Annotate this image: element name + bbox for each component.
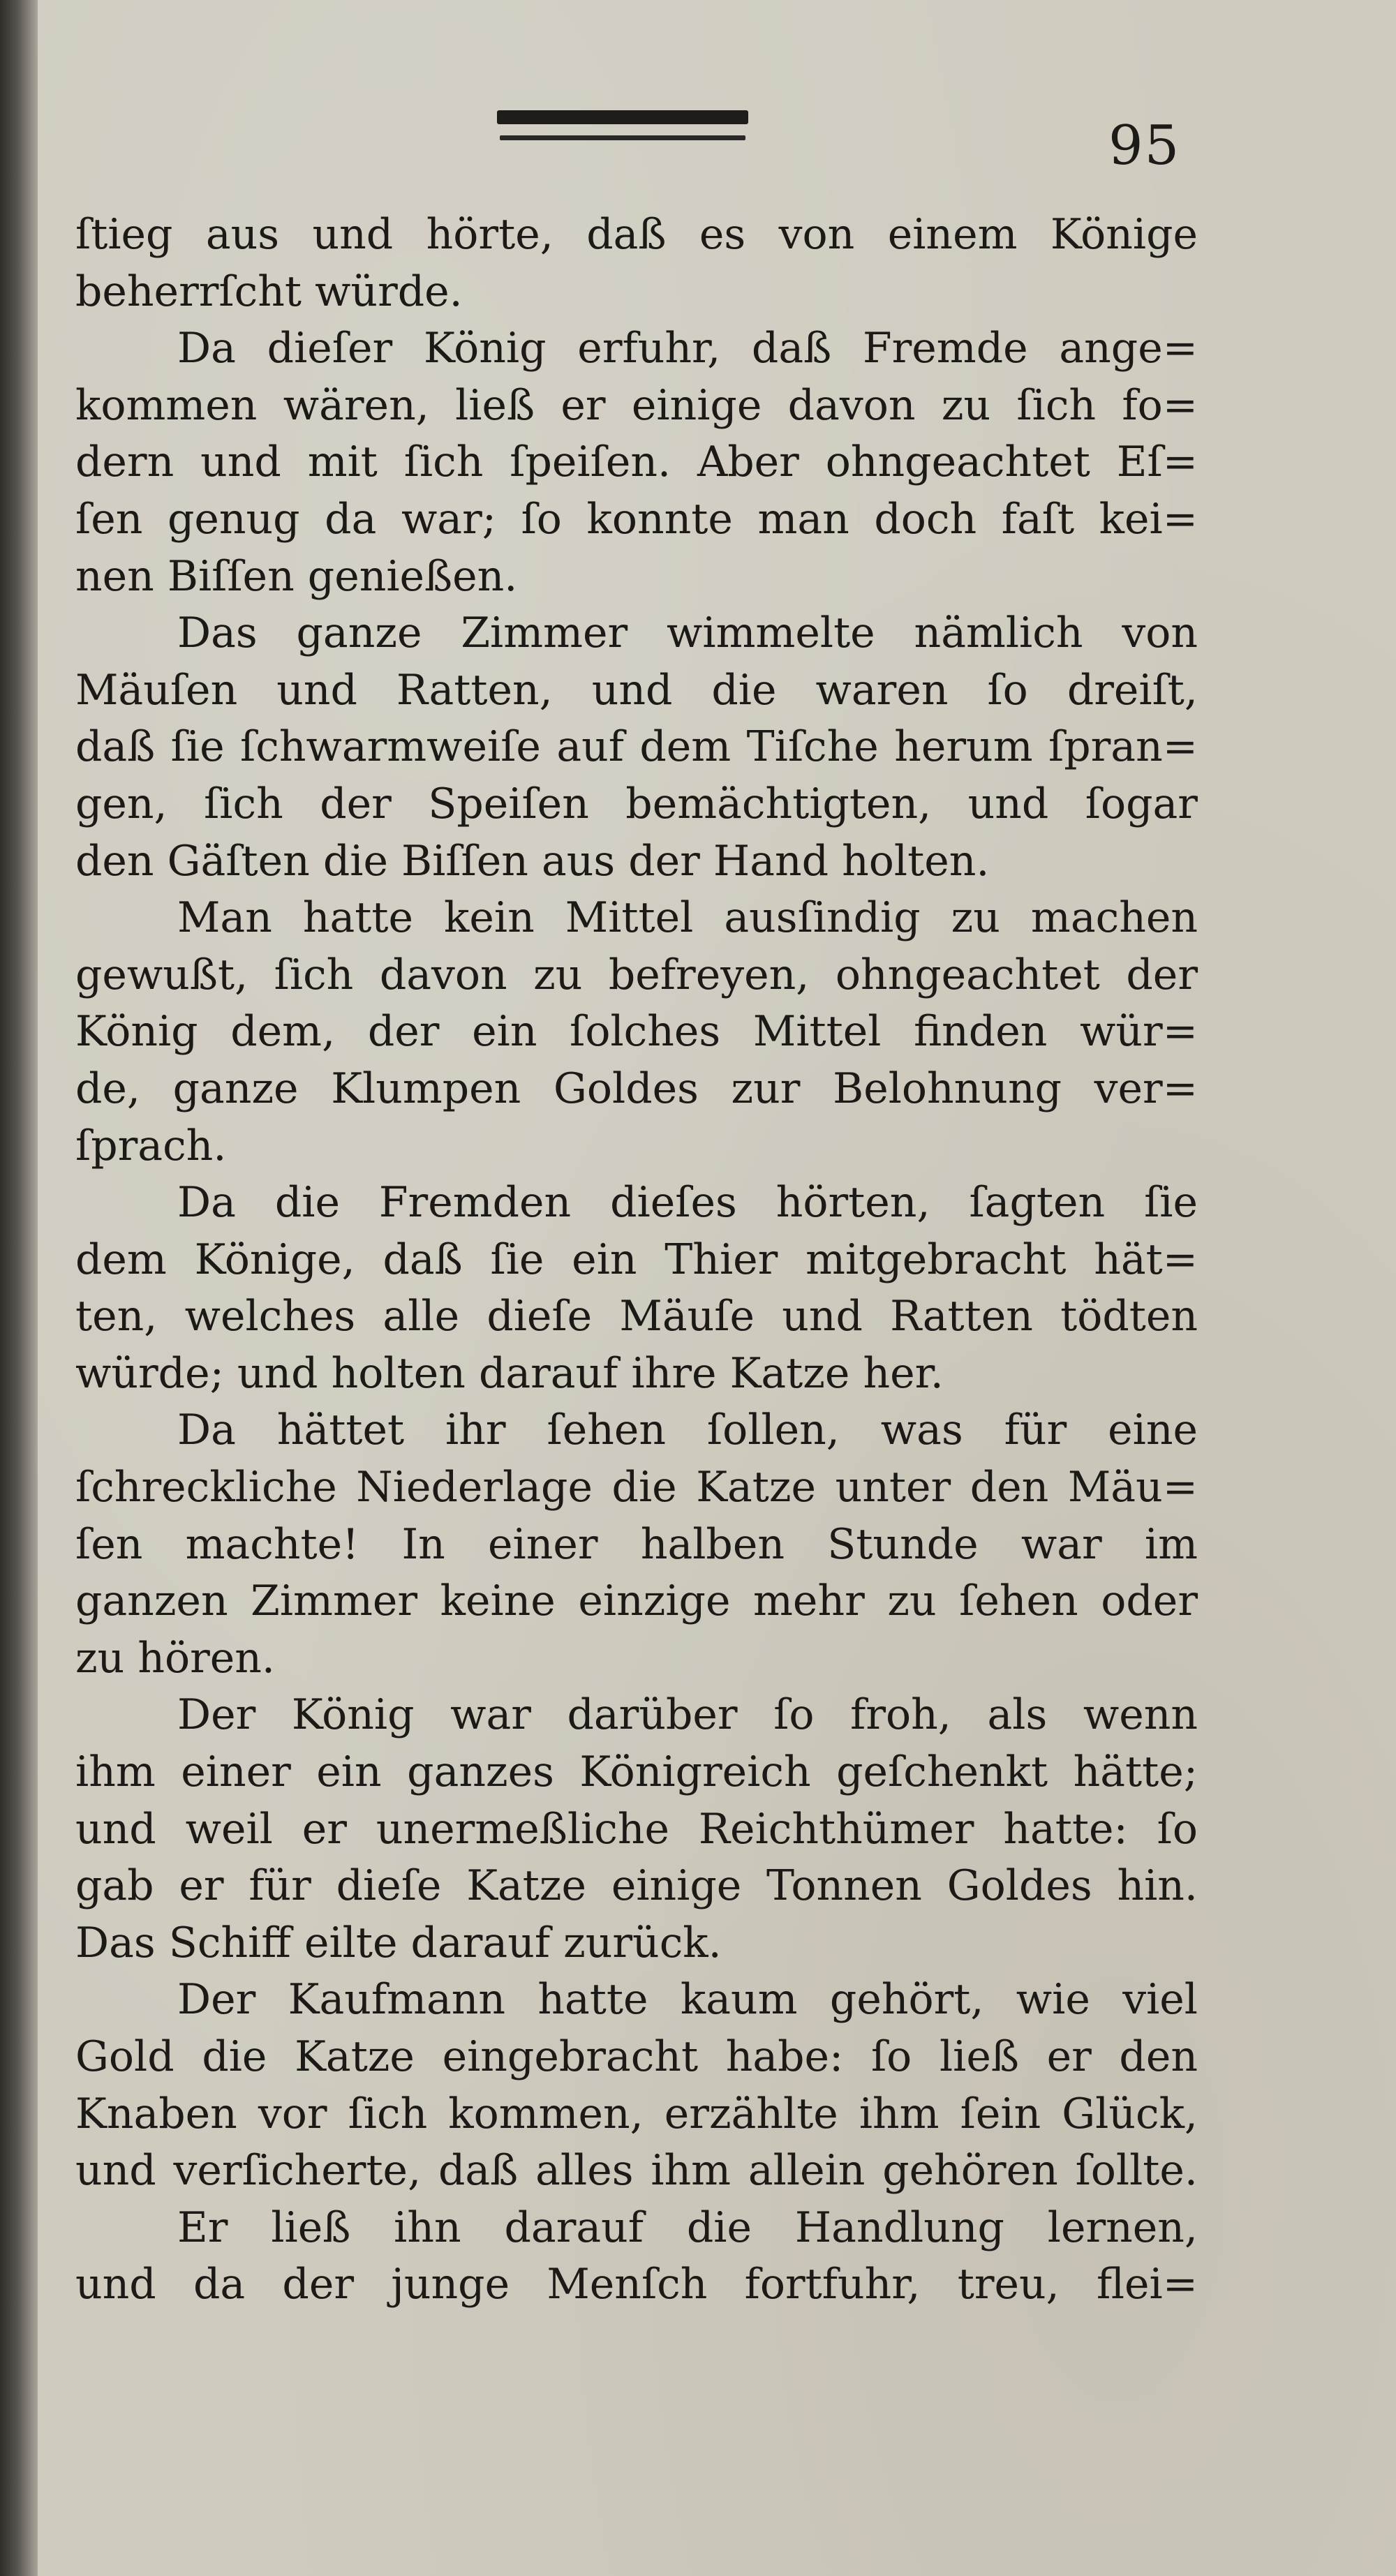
text-line: Das ganze Zimmer wimmelte nämlich von (177, 609, 1198, 658)
text-line: kommen wären, ließ er einige davon zu ſich fo= (75, 380, 1198, 430)
text-line: den Gäſten die Biſſen aus der Hand holten. (75, 836, 990, 886)
text-line: ſchreckliche Niederlage die Katze unter den Mäu= (75, 1463, 1198, 1512)
text-line: Knaben vor ſich kommen, erzählte ihm ſein Glück, (75, 2089, 1198, 2138)
text-line: Da hättet ihr ſehen ſollen, was für eine (177, 1406, 1198, 1455)
text-line: ſtieg aus und hörte, daß es von einem Könige (75, 210, 1198, 259)
text-line: Er ließ ihn darauf die Handlung lernen, (177, 2203, 1198, 2252)
text-line: ten, welches alle dieſe Mäuſe und Ratten tödten (75, 1292, 1198, 1341)
text-line: dern und mit ſich ſpeiſen. Aber ohngeachtet Eſ= (75, 438, 1198, 487)
text-line: gen, ſich der Speiſen bemächtigten, und ſogar (75, 779, 1198, 828)
text-line: Das Schiff eilte darauf zurück. (75, 1918, 722, 1967)
text-line: gab er für dieſe Katze einige Tonnen Goldes hin. (75, 1861, 1198, 1911)
text-line: gewußt, ſich davon zu befreyen, ohngeachtet der (75, 950, 1198, 999)
text-line: de, ganze Klumpen Goldes zur Belohnung ver= (75, 1064, 1198, 1113)
text-line: und verſicherte, daß alles ihm allein gehören ſollte. (75, 2146, 1198, 2196)
text-line: Der König war darüber ſo froh, als wenn (177, 1690, 1198, 1740)
text-line: und da der junge Menſch fortfuhr, treu, flei= (75, 2260, 1198, 2309)
text-line: beherrſcht würde. (75, 267, 463, 316)
text-line: und weil er unermeßliche Reichthümer hatte: ſo (75, 1804, 1198, 1854)
text-line: ſen genug da war; ſo konnte man doch faſt kei= (75, 494, 1198, 544)
text-line: dem Könige, daß ſie ein Thier mitgebracht hät= (75, 1235, 1198, 1284)
text-line: ihm einer ein ganzes Königreich geſchenkt hätte; (75, 1748, 1198, 1797)
body-text (75, 207, 1198, 2314)
header-rule-thin (500, 135, 745, 140)
page-number: 95 (1108, 114, 1181, 177)
header-rule-ornament (497, 110, 748, 152)
text-line: ganzen Zimmer keine einzige mehr zu ſehen oder (75, 1577, 1198, 1626)
text-line: nen Biſſen genießen. (75, 551, 518, 601)
text-line: Da die Fremden dieſes hörten, ſagten ſie (177, 1178, 1198, 1228)
text-line: Gold die Katze eingebracht habe: ſo ließ er den (75, 2032, 1198, 2081)
text-line: Da dieſer König erfuhr, daß Fremde ange= (177, 324, 1198, 373)
text-line: Mäuſen und Ratten, und die waren ſo dreiſt, (75, 665, 1198, 715)
text-line: daß ſie ſchwarmweiſe auf dem Tiſche herum ſpran= (75, 722, 1198, 772)
text-line: ſprach. (75, 1121, 227, 1170)
header-rule-thick (497, 110, 748, 124)
text-line: ſen machte! In einer halben Stunde war im (75, 1519, 1198, 1569)
binding-shadow (0, 0, 38, 2576)
text-line: Der Kaufmann hatte kaum gehört, wie viel (177, 1975, 1198, 2025)
text-line: zu hören. (75, 1633, 275, 1683)
text-line: König dem, der ein ſolches Mittel finden wür= (75, 1007, 1198, 1057)
text-line: Man hatte kein Mittel ausſindig zu machen (177, 893, 1198, 943)
text-line: würde; und holten darauf ihre Katze her. (75, 1348, 944, 1398)
